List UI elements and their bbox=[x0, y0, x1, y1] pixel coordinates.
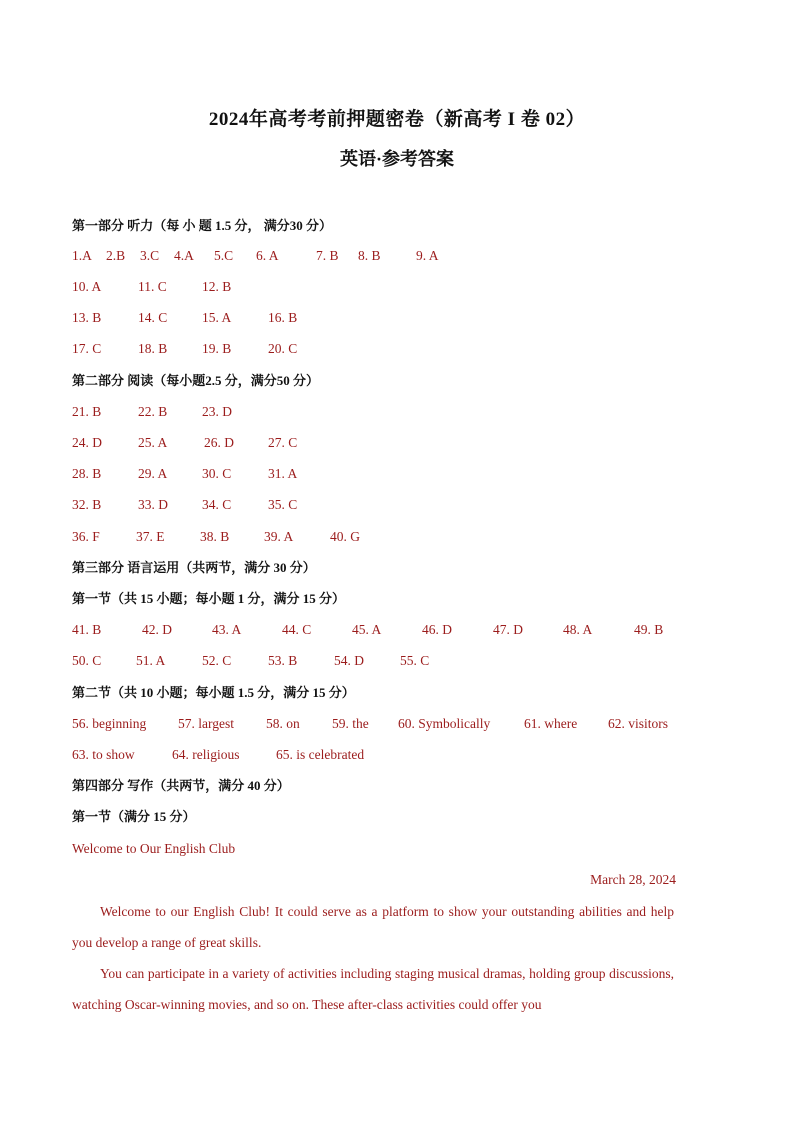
part4-section1-heading: 第一节（满分 15 分） bbox=[72, 809, 196, 824]
answer-item: 20. C bbox=[268, 341, 298, 356]
answer-item: 14. C bbox=[138, 310, 168, 325]
answer-item: 30. C bbox=[202, 466, 232, 481]
answer-item: 61. where bbox=[524, 716, 578, 731]
answer-item: 58. on bbox=[266, 716, 300, 731]
answer-item: 1.A bbox=[72, 248, 92, 263]
answer-item: 31. A bbox=[268, 466, 298, 481]
answer-item: 29. A bbox=[138, 466, 168, 481]
answer-item: 32. B bbox=[72, 497, 102, 512]
answer-row bbox=[72, 464, 676, 484]
answer-item: 34. C bbox=[202, 497, 232, 512]
answer-item: 24. D bbox=[72, 435, 102, 450]
answer-row bbox=[72, 620, 676, 640]
answer-item: 21. B bbox=[72, 404, 102, 419]
answer-row bbox=[72, 651, 676, 671]
answer-item: 3.C bbox=[140, 248, 160, 263]
answer-item: 5.C bbox=[214, 248, 234, 263]
answer-item: 35. C bbox=[268, 497, 298, 512]
answer-item: 26. D bbox=[204, 435, 234, 450]
answer-item: 17. C bbox=[72, 341, 102, 356]
answer-item: 54. D bbox=[334, 653, 364, 668]
answer-row bbox=[72, 246, 676, 266]
page-subtitle: 英语·参考答案 bbox=[339, 149, 454, 169]
answer-row bbox=[72, 277, 676, 297]
essay-date: March 28, 2024 bbox=[590, 872, 676, 887]
part3-section1-heading: 第一节（共 15 小题；每小题 1 分，满分 15 分） bbox=[72, 591, 346, 606]
part3-section2-heading: 第二节（共 10 小题；每小题 1.5 分，满分 15 分） bbox=[72, 685, 355, 700]
answer-item: 44. C bbox=[282, 622, 312, 637]
part1-heading: 第一部分 听力（每 小 题 1.5 分， 满分30 分） bbox=[72, 218, 333, 233]
answer-item: 19. B bbox=[202, 341, 232, 356]
answer-item: 60. Symbolically bbox=[398, 716, 491, 731]
answer-item: 22. B bbox=[138, 404, 168, 419]
answer-item: 65. is celebrated bbox=[276, 747, 365, 762]
answer-item: 10. A bbox=[72, 279, 102, 294]
part3-heading: 第三部分 语言运用（共两节，满分 30 分） bbox=[72, 560, 316, 575]
answer-item: 49. B bbox=[634, 622, 664, 637]
answer-item: 9. A bbox=[416, 248, 439, 263]
answer-item: 11. C bbox=[138, 279, 167, 294]
essay-paragraph: Welcome to our English Club! It could serve as a platform to show your outstanding abilities and help you develop a range of great skills. bbox=[72, 904, 674, 950]
answer-item: 50. C bbox=[72, 653, 102, 668]
answer-item: 62. visitors bbox=[608, 716, 669, 731]
answer-item: 47. D bbox=[493, 622, 523, 637]
answer-item: 13. B bbox=[72, 310, 102, 325]
answer-item: 64. religious bbox=[172, 747, 240, 762]
answer-item: 43. A bbox=[212, 622, 242, 637]
answer-item: 18. B bbox=[138, 341, 168, 356]
answer-row bbox=[72, 745, 676, 765]
answer-item: 6. A bbox=[256, 248, 279, 263]
answer-row bbox=[72, 308, 676, 328]
answer-item: 56. beginning bbox=[72, 716, 147, 731]
answer-item: 37. E bbox=[136, 529, 165, 544]
answer-item: 7. B bbox=[316, 248, 339, 263]
page-title: 2024年高考考前押题密卷（新高考 I 卷 02） bbox=[208, 109, 586, 130]
answer-item: 4.A bbox=[174, 248, 194, 263]
answer-item: 36. F bbox=[72, 529, 100, 544]
answer-item: 53. B bbox=[268, 653, 298, 668]
answer-item: 57. largest bbox=[178, 716, 234, 731]
answer-row bbox=[72, 714, 676, 734]
part4-heading: 第四部分 写作（共两节，满分 40 分） bbox=[72, 778, 290, 793]
answer-item: 46. D bbox=[422, 622, 452, 637]
answer-row bbox=[72, 433, 676, 453]
answer-item: 23. D bbox=[202, 404, 232, 419]
answer-item: 15. A bbox=[202, 310, 232, 325]
answer-item: 27. C bbox=[268, 435, 298, 450]
answer-item: 59. the bbox=[332, 716, 369, 731]
answer-item: 39. A bbox=[264, 529, 294, 544]
answer-item: 33. D bbox=[138, 497, 168, 512]
answer-row bbox=[72, 495, 676, 515]
answer-item: 12. B bbox=[202, 279, 232, 294]
answer-item: 2.B bbox=[106, 248, 126, 263]
answer-row bbox=[72, 339, 676, 359]
answer-item: 40. G bbox=[330, 529, 360, 544]
answer-item: 16. B bbox=[268, 310, 298, 325]
answer-item: 38. B bbox=[200, 529, 230, 544]
answer-item: 8. B bbox=[358, 248, 381, 263]
answer-item: 28. B bbox=[72, 466, 102, 481]
part2-heading: 第二部分 阅读（每小题2.5 分，满分50 分） bbox=[72, 373, 320, 388]
essay-paragraph: You can participate in a variety of activities including staging musical dramas, holding group discussions, watching Oscar-winning movies, and so on. These after-class activities could offer you bbox=[72, 966, 674, 1012]
essay-title: Welcome to Our English Club bbox=[72, 841, 236, 856]
answer-row bbox=[72, 527, 676, 547]
answer-item: 45. A bbox=[352, 622, 382, 637]
answer-row bbox=[72, 402, 676, 422]
answer-item: 41. B bbox=[72, 622, 102, 637]
answer-item: 42. D bbox=[142, 622, 172, 637]
answer-item: 48. A bbox=[563, 622, 593, 637]
answer-item: 51. A bbox=[136, 653, 166, 668]
answer-item: 25. A bbox=[138, 435, 168, 450]
answer-item: 63. to show bbox=[72, 747, 135, 762]
answer-item: 52. C bbox=[202, 653, 232, 668]
answer-item: 55. C bbox=[400, 653, 430, 668]
